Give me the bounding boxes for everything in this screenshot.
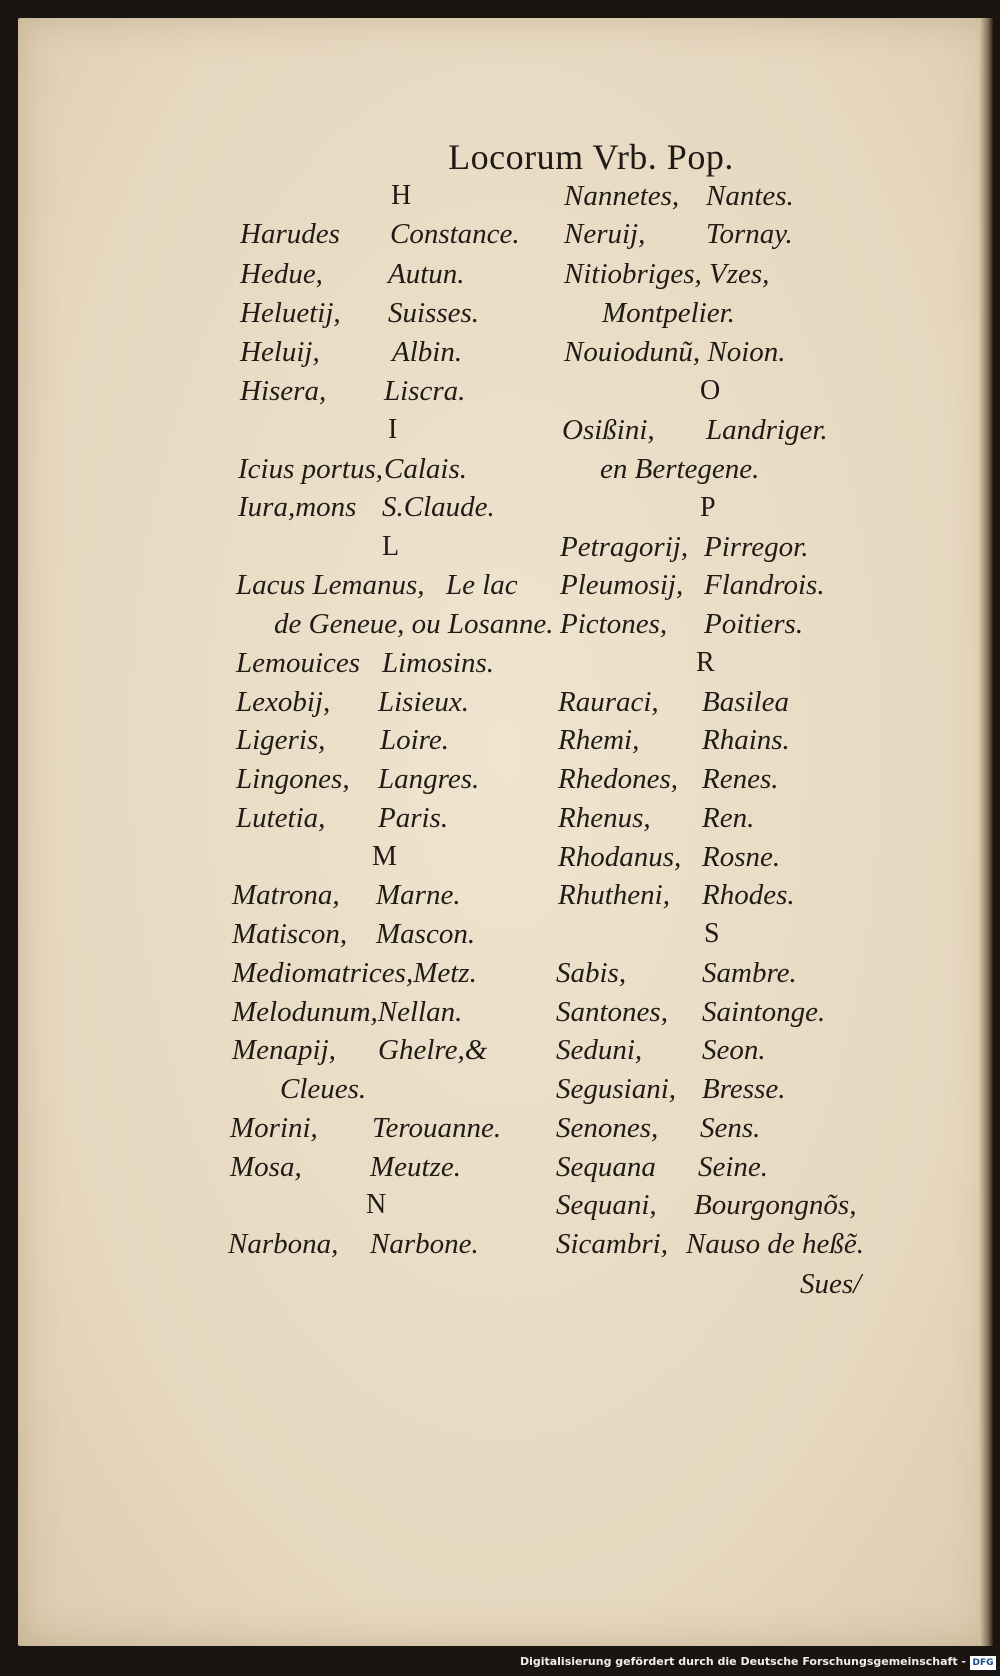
entry-french: S.Claude.: [382, 491, 495, 523]
entry-french: Constance.: [390, 218, 520, 250]
entry-french: Terouanne.: [372, 1112, 502, 1144]
entry-latin: Lingones,: [236, 763, 350, 795]
section-letter-m: M: [372, 841, 397, 872]
entry-french: Langres.: [378, 763, 480, 795]
entry-french: Ren.: [702, 802, 755, 834]
entry-french: Rhodes.: [702, 879, 795, 911]
entry-latin: Sequani,: [556, 1189, 657, 1221]
footer-bar: [0, 1646, 1000, 1676]
entry-french: Bourgongnõs,: [694, 1189, 857, 1221]
entry-french: Nauso de heßẽ.: [686, 1228, 864, 1260]
page-gutter: [979, 18, 993, 1646]
entry-latin: Rhenus,: [558, 802, 651, 834]
section-letter-h: H: [391, 180, 412, 211]
entry-french: Bresse.: [702, 1073, 786, 1105]
entry-french: Sens.: [700, 1112, 761, 1144]
entry-french: Suisses.: [388, 297, 480, 329]
entry-latin: Heluetij,: [240, 297, 341, 329]
entry-french: Seon.: [702, 1034, 766, 1066]
entry-french: Nantes.: [706, 180, 794, 212]
entry-full: Melodunum,Nellan.: [232, 996, 463, 1028]
entry-french: Marne.: [376, 879, 461, 911]
entry-latin: Osißini,: [562, 414, 655, 446]
entry-latin: Santones,: [556, 996, 668, 1028]
entry-french: Sambre.: [702, 957, 797, 989]
entry-latin: Petragorij,: [560, 531, 689, 563]
entry-french: Liscra.: [384, 375, 466, 407]
entry-latin: Sabis,: [556, 957, 627, 989]
entry-french: Mascon.: [376, 918, 476, 950]
entry-latin: Mosa,: [230, 1151, 302, 1183]
entry-french: Saintonge.: [702, 996, 826, 1028]
entry-french: Lisieux.: [378, 686, 470, 718]
entry-latin: Lemouices: [236, 647, 361, 679]
entry-latin: Lexobij,: [236, 686, 331, 718]
entry-continuation: Montpelier.: [602, 297, 735, 329]
entry-latin: Senones,: [556, 1112, 659, 1144]
entry-latin: Lutetia,: [236, 802, 326, 834]
entry-french: Renes.: [702, 763, 779, 795]
entry-french: Limosins.: [382, 647, 495, 679]
entry-latin: Harudes: [240, 218, 340, 250]
entry-continuation: de Geneue, ou Losanne.: [274, 608, 554, 640]
entry-latin: Segusiani,: [556, 1073, 677, 1105]
entry-french: Seine.: [698, 1151, 769, 1183]
entry-continuation: Cleues.: [280, 1073, 367, 1105]
entry-french: Poitiers.: [704, 608, 804, 640]
entry-latin: Heluij,: [240, 336, 320, 368]
entry-latin: Matiscon,: [232, 918, 348, 950]
entry-latin: Rhedones,: [558, 763, 678, 795]
entry-latin: Sicambri,: [556, 1228, 668, 1260]
entry-latin: Icius portus,: [238, 453, 383, 485]
entry-latin: Nannetes,: [564, 180, 680, 212]
entry-latin: Pleumosij,: [560, 569, 684, 601]
running-title: Locorum Vrb. Pop.: [448, 137, 734, 177]
entry-french: Albin.: [392, 336, 463, 368]
entry-full: Mediomatrices,Metz.: [232, 957, 477, 989]
entry-latin: Morini,: [230, 1112, 318, 1144]
entry-latin: Hisera,: [240, 375, 327, 407]
entry-latin: Rauraci,: [558, 686, 659, 718]
footer-credit: Digitalisierung gefördert durch die Deutsche Forschungsgemeinschaft -: [519, 1655, 966, 1668]
section-letter-s: S: [704, 918, 720, 949]
entry-latin: Iura,mons: [238, 491, 357, 523]
entry-latin: Neruij,: [564, 218, 646, 250]
section-letter-l: L: [382, 531, 400, 562]
entry-latin: Seduni,: [556, 1034, 643, 1066]
entry-continuation: en Bertegene.: [600, 453, 760, 485]
entry-french: Tornay.: [706, 218, 793, 250]
section-letter-o: O: [700, 375, 721, 406]
entry-french: Le lac: [446, 569, 518, 601]
entry-latin: Rhutheni,: [558, 879, 670, 911]
entry-french: Narbone.: [370, 1228, 479, 1260]
entry-french: Flandrois.: [704, 569, 825, 601]
entry-french: Basilea: [702, 686, 789, 718]
entry-full: Nitiobriges, Vzes,: [564, 258, 770, 290]
dfg-logo-icon: DFG: [970, 1656, 996, 1670]
entry-french: Autun.: [388, 258, 465, 290]
entry-latin: Rhodanus,: [558, 841, 682, 873]
entry-latin: Matrona,: [232, 879, 340, 911]
entry-latin: Sequana: [556, 1151, 656, 1183]
entry-french: Calais.: [384, 453, 467, 485]
entry-latin: Ligeris,: [236, 724, 326, 756]
entry-french: Meutze.: [370, 1151, 461, 1183]
entry-latin: Menapij,: [232, 1034, 336, 1066]
catchword: Sues/: [800, 1268, 862, 1300]
entry-french: Rhains.: [702, 724, 790, 756]
entry-french: Rosne.: [702, 841, 781, 873]
entry-latin: Narbona,: [228, 1228, 339, 1260]
section-letter-p: P: [700, 492, 716, 523]
section-letter-r: R: [696, 647, 715, 678]
book-page: [18, 18, 993, 1646]
entry-french: Pirregor.: [704, 531, 809, 563]
entry-latin: Hedue,: [240, 258, 323, 290]
entry-french: Loire.: [380, 724, 450, 756]
entry-french: Paris.: [378, 802, 449, 834]
entry-full: Nouiodunũ, Noion.: [564, 336, 786, 368]
entry-latin: Pictones,: [560, 608, 668, 640]
entry-french: Ghelre,&: [378, 1034, 488, 1066]
section-letter-i: I: [388, 414, 398, 445]
entry-latin: Rhemi,: [558, 724, 640, 756]
entry-french: Landriger.: [706, 414, 828, 446]
section-letter-n: N: [366, 1189, 387, 1220]
entry-latin: Lacus Lemanus,: [236, 569, 425, 601]
